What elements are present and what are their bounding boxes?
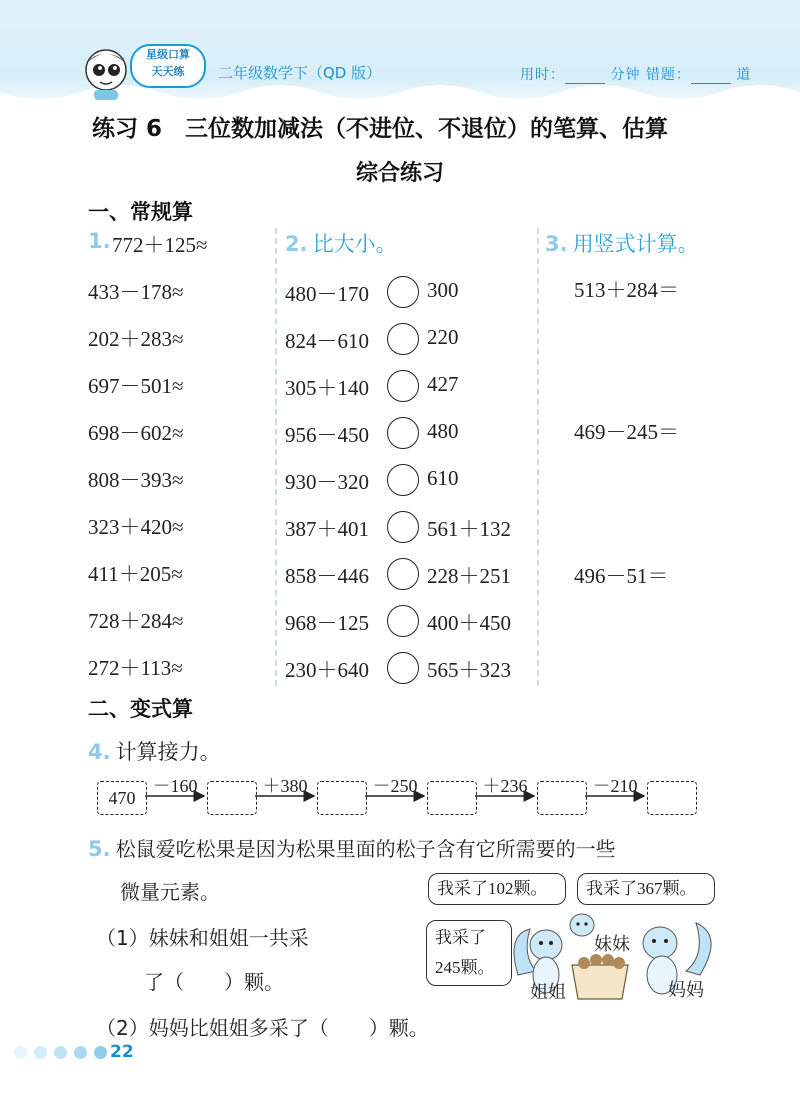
q2-right-expression: 300 [427, 278, 459, 302]
q2-left-expression: 858－446 [285, 564, 369, 588]
q1-item: 323＋420≈ [88, 515, 184, 539]
minutes-label: 分钟 [610, 67, 641, 83]
relay-answer-box[interactable] [427, 781, 477, 815]
question-5-text: 松鼠爱吃松果是因为松果里面的松子含有它所需要的一些 [115, 837, 616, 861]
q2-right-expression: 610 [427, 466, 459, 490]
q2-right-expression: 561＋132 [427, 517, 511, 541]
q2-left-expression: 230＋640 [285, 658, 369, 682]
question-1-number: 1. [88, 229, 111, 253]
q2-right-expression: 220 [427, 325, 459, 349]
speech-bubble-mother: 我采了367颗。 [577, 873, 715, 905]
series-logo-badge [130, 44, 206, 88]
bubble-line: 245颗。 [435, 958, 495, 977]
q2-left-expression: 387＋401 [285, 517, 369, 541]
q1-item: 202＋283≈ [88, 327, 184, 351]
column-divider [275, 228, 277, 686]
q2-right-expression: 565＋323 [427, 658, 511, 682]
relay-answer-box[interactable] [647, 781, 697, 815]
compare-circle[interactable] [387, 276, 419, 308]
q1-item: 728＋284≈ [88, 609, 184, 633]
question-4-header [88, 736, 221, 766]
relay-answer-box[interactable] [537, 781, 587, 815]
label-mother: 妈妈 [668, 980, 704, 1001]
lesson-subtitle: 综合练习 [355, 161, 444, 186]
time-label: 用时： [520, 67, 565, 83]
grade-label: 二年级数学下（QD 版） [218, 64, 382, 82]
footer-dots-decoration [14, 1044, 114, 1063]
q3-item: 513＋284＝ [574, 278, 679, 302]
errors-blank [691, 69, 731, 84]
relay-start-box: 470 [97, 781, 147, 815]
question-5-header [88, 833, 616, 862]
footer-dot [74, 1046, 87, 1059]
q2-right-expression: 427 [427, 372, 459, 396]
question-2-number: 2. [285, 232, 308, 256]
q2-right-expression: 480 [427, 419, 459, 443]
footer-dot [94, 1046, 107, 1059]
usage-record [520, 64, 751, 84]
label-older-sister: 姐姐 [530, 982, 566, 1003]
q1-item: 808－393≈ [88, 468, 184, 492]
question-3-header [545, 228, 699, 258]
q3-item: 469－245＝ [574, 420, 679, 444]
question-3-title: 用竖式计算。 [572, 232, 699, 256]
footer-dot [54, 1046, 67, 1059]
sub-question-1: （1）妹妹和姐姐一共采 [96, 926, 309, 950]
section-heading-variant: 二、变式算 [88, 697, 193, 721]
compare-circle[interactable] [387, 558, 419, 590]
q1-item: 433－178≈ [88, 280, 184, 304]
q2-right-expression: 228＋251 [427, 564, 511, 588]
q1-item: 272＋113≈ [88, 656, 183, 680]
relay-op-label: －250 [372, 776, 418, 796]
footer-dot [34, 1046, 47, 1059]
compare-circle[interactable] [387, 652, 419, 684]
q1-item: 698－602≈ [88, 421, 184, 445]
question-2-title: 比大小。 [312, 232, 397, 256]
q2-left-expression: 480－170 [285, 282, 369, 306]
q1-item: 772＋125≈ [112, 233, 208, 257]
relay-answer-box[interactable] [207, 781, 257, 815]
relay-op-label: ＋380 [262, 776, 308, 796]
q2-right-expression: 400＋450 [427, 611, 511, 635]
bubble-line: 我采了 [435, 928, 486, 947]
question-3-number: 3. [545, 232, 568, 256]
column-divider [537, 228, 539, 686]
question-4-title: 计算接力。 [115, 740, 221, 764]
question-2-header [285, 228, 397, 258]
q2-left-expression: 956－450 [285, 423, 369, 447]
q2-left-expression: 305＋140 [285, 376, 369, 400]
series-logo-line1: 星级口算 [146, 48, 190, 61]
question-1 [88, 229, 111, 253]
mascot-icon [78, 46, 134, 102]
question-5-text-cont: 微量元素。 [120, 880, 220, 904]
relay-answer-box[interactable] [317, 781, 367, 815]
question-4-number: 4. [88, 740, 111, 764]
compare-circle[interactable] [387, 323, 419, 355]
sub-question-2[interactable]: （2）妈妈比姐姐多采了（ ）颗。 [96, 1016, 429, 1040]
series-logo-line2: 天天练 [151, 65, 185, 78]
q1-item: 697－501≈ [88, 374, 184, 398]
q1-item: 411＋205≈ [88, 562, 183, 586]
q2-left-expression: 930－320 [285, 470, 369, 494]
relay-op-label: ＋236 [482, 776, 528, 796]
footer-dot [14, 1046, 27, 1059]
compare-circle[interactable] [387, 417, 419, 449]
question-5-number: 5. [88, 837, 111, 861]
speech-bubble-younger: 我采了102颗。 [428, 873, 566, 905]
compare-circle[interactable] [387, 605, 419, 637]
relay-op-label: －160 [152, 776, 198, 796]
time-blank [565, 69, 605, 84]
speech-bubble-older [426, 920, 512, 986]
compare-circle[interactable] [387, 511, 419, 543]
errors-label: 错题： [645, 67, 691, 83]
compare-circle[interactable] [387, 370, 419, 402]
q2-left-expression: 968－125 [285, 611, 369, 635]
section-heading-regular: 一、常规算 [88, 200, 193, 224]
page-number: 22 [110, 1042, 134, 1062]
q2-left-expression: 824－610 [285, 329, 369, 353]
sub-question-1-answer[interactable]: 了（ ）颗。 [144, 970, 284, 994]
compare-circle[interactable] [387, 464, 419, 496]
lesson-title: 练习 6 三位数加减法（不进位、不退位）的笔算、估算 [92, 116, 669, 142]
relay-op-label: －210 [592, 776, 638, 796]
label-younger-sister: 妹妹 [594, 934, 630, 955]
items-label: 道 [736, 67, 752, 83]
q3-item: 496－51＝ [574, 564, 669, 588]
